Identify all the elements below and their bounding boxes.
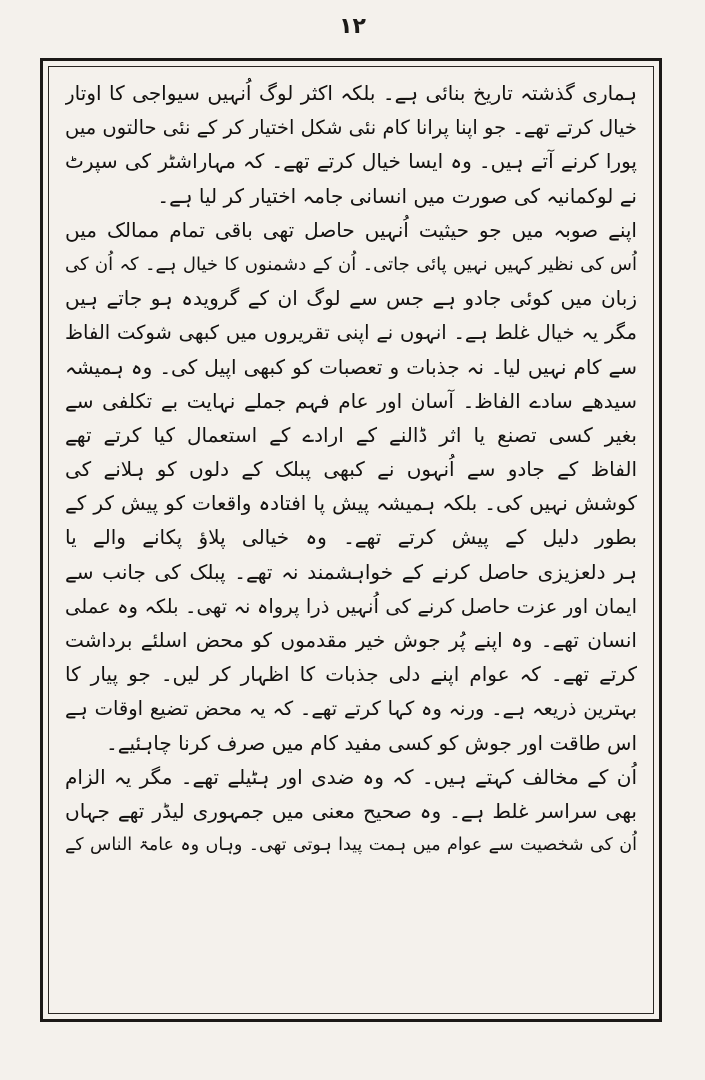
text-line: الفاظ کے جادو سے اُنہوں نے کبھی پبلک کے دلوں کو ہلانے کی (65, 457, 637, 482)
text-line: کوشش نہیں کی۔ بلکہ ہمیشہ پیش پا افتادہ واقعات کو پیش کر کے (65, 491, 637, 516)
text-line: بغیر کسی تصنع یا اثر ڈالنے کے ارادے کے استعمال کیا کرتے تھے (65, 422, 637, 447)
page-border-outer (40, 58, 662, 1022)
text-line: ہر دلعزیزی حاصل کرنے کے خواہشمند نہ تھے۔ پبلک کی جانب سے (65, 559, 637, 584)
text-line: خیال کرتے تھے۔ جو اپنا پرانا کام نئی شکل اختیار کر کے نئی حالتوں میں (65, 116, 637, 140)
page-number: ۱۲ (339, 14, 366, 39)
text-line: مگر یہ خیال غلط ہے۔ انہوں نے اپنی تقریروں میں کبھی شوکت الفاظ (65, 321, 637, 345)
text-line: سیدھے سادے الفاظ۔ آسان اور عام فہم جملے نہایت بے تکلفی سے (65, 388, 637, 413)
page-border-inner (48, 66, 654, 1014)
text-line: پورا کرنے آتے ہیں۔ وہ ایسا خیال کرتے تھے۔ کہ مہاراشٹر کی سپرٹ (65, 149, 637, 174)
text-line: اس طاقت اور جوش کو کسی مفید کام میں صرف کرنا چاہئیے۔ (106, 730, 637, 755)
text-line: اُس کی نظیر کہیں نہیں پائی جاتی۔ اُن کے دشمنوں کا خیال ہے۔ کہ اُن کی (65, 253, 637, 275)
text-line: ایمان اور عزت حاصل کرنے کی اُنہیں ذرا پرواہ نہ تھی۔ بلکہ وہ عملی (65, 594, 637, 618)
text-line: ہماری گذشتہ تاریخ بنائی ہے۔ بلکہ اکثر لوگ اُنہیں سیواجی کا اوتار (65, 81, 637, 105)
text-line: بطور دلیل کے پیش کرتے تھے۔ وہ خیالی پلاؤ پکانے والے یا (65, 525, 637, 550)
text-line: سے کام نہیں لیا۔ نہ جذبات و تعصبات کو کبھی اپیل کی۔ وہ ہمیشہ (65, 354, 637, 379)
text-line: اپنے صوبہ میں جو حیثیت اُنہیں حاصل تھی باقی تمام ممالک میں (65, 217, 637, 242)
text-line: کرتے تھے۔ کہ عوام اپنے دلی جذبات کا اظہار کر لیں۔ جو پیار کا (65, 662, 637, 687)
text-line: انسان تھے۔ وہ اپنے پُر جوش خیر مقدموں کو محض اسلئے برداشت (65, 628, 637, 652)
text-line: اُن کی شخصیت سے عوام میں ہمت پیدا ہوتی تھی۔ وہاں وہ عامۃ الناس کے (65, 835, 637, 856)
text-line: بھی سراسر غلط ہے۔ وہ صحیح معنی میں جمہوری لیڈر تھے جہاں (65, 798, 637, 823)
text-line: زبان میں کوئی جادو ہے جس سے لوگ ان کے گرویدہ ہو جاتے ہیں (65, 286, 637, 311)
body-text (65, 77, 637, 1003)
text-line: بہترین ذریعہ ہے۔ ورنہ وہ کہا کرتے تھے۔ کہ یہ محض تضیع اوقات ہے (65, 697, 637, 721)
text-line: اُن کے مخالف کہتے ہیں۔ کہ وہ ضدی اور ہٹیلے تھے۔ مگر یہ الزام (65, 764, 637, 789)
text-line: نے لوکمانیہ کی صورت میں انسانی جامہ اختیار کر لیا ہے۔ (157, 183, 637, 208)
